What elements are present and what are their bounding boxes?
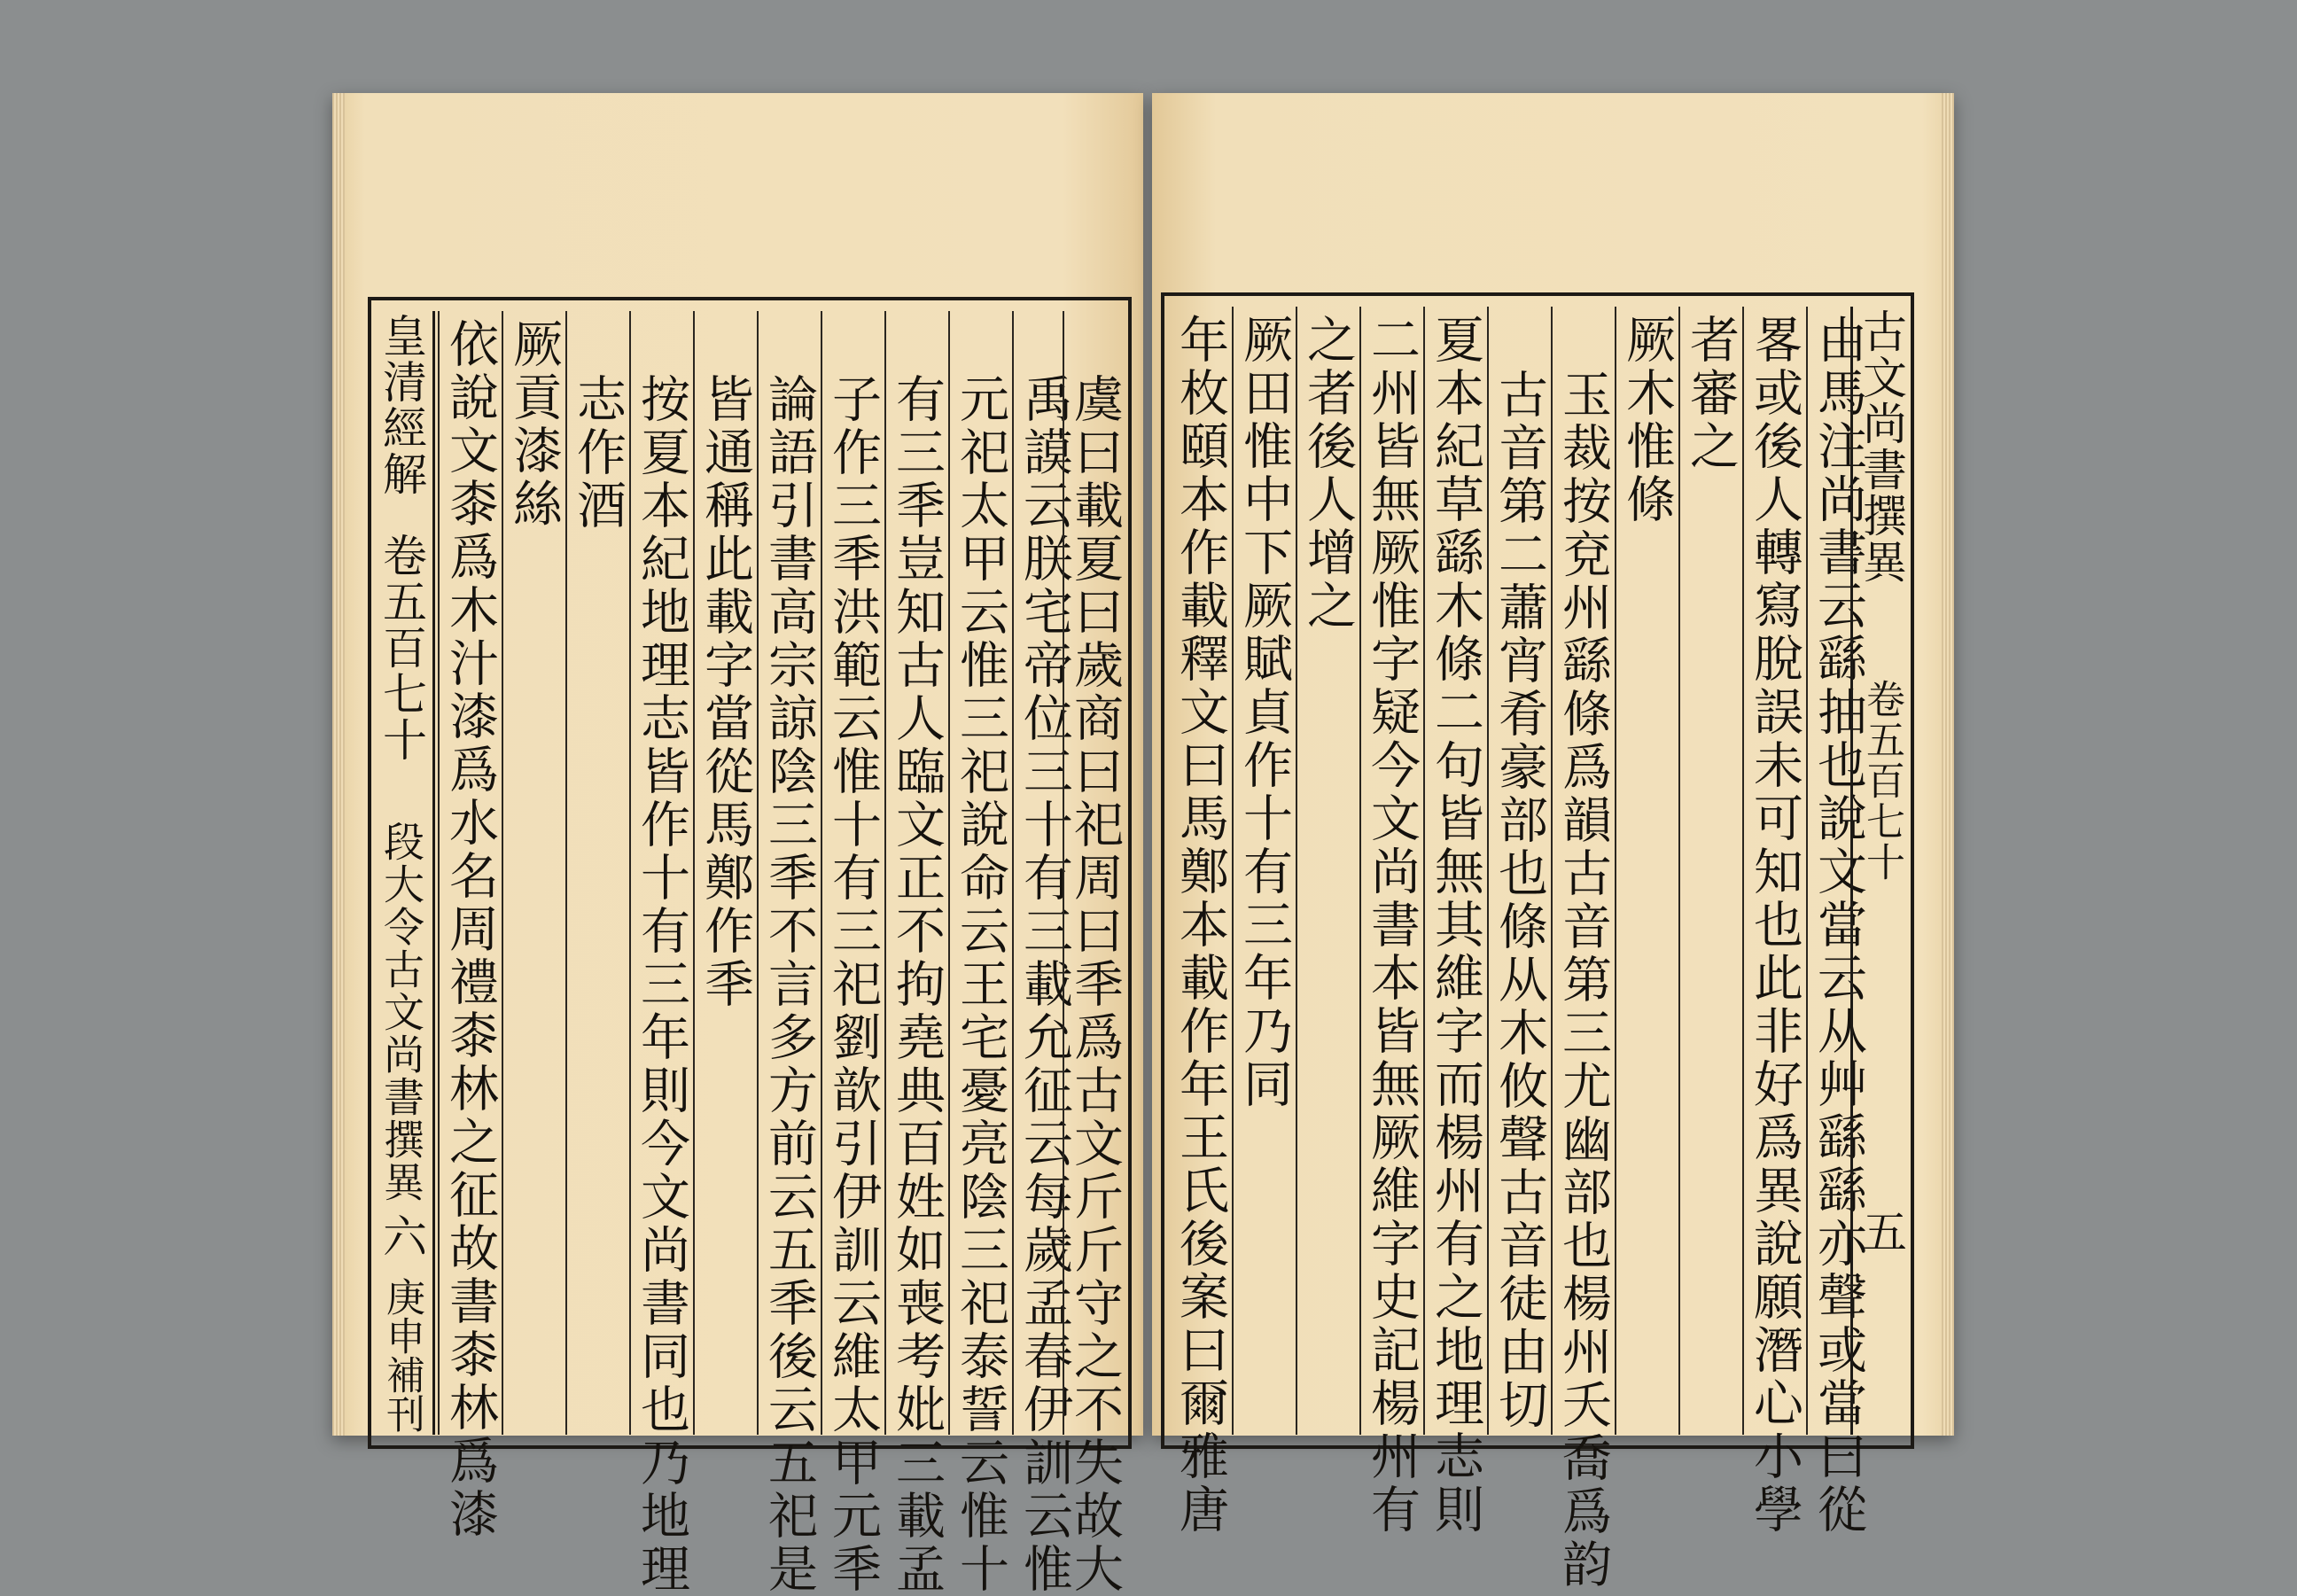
text-column	[1678, 307, 1742, 1435]
column-text: 厥貢漆絲	[505, 318, 563, 531]
column-text: 論語引書高宗諒陰三秊不言多方前云五秊後云五祀是	[760, 373, 818, 1596]
column-text: 禹謨云朕宅帝位三十有三載允征云每歲孟春伊訓云惟	[1016, 373, 1073, 1596]
column-text: 由馬注尚書云繇抽也說文當云从艸繇繇亦聲或當曰從	[1810, 314, 1867, 1537]
column-text: 夏本紀草繇木條二句皆無其維字而楊州有之地理志則	[1427, 314, 1484, 1537]
column-text: 畧或後人轉寫脫誤未可知也此非好爲異說願潛心小學	[1746, 314, 1803, 1537]
page-edge	[332, 93, 345, 1436]
right-spine	[1850, 307, 1912, 1435]
right-text-frame	[1161, 292, 1914, 1592]
text-column	[1742, 307, 1806, 1537]
column-text: 二州皆無厥惟字疑今文尚書本皆無厥維字史記楊州有	[1363, 314, 1421, 1537]
column-text: 依說文桼爲木汁漆爲水名周禮桼林之征故書桼林爲漆	[441, 318, 499, 1541]
text-column	[821, 311, 884, 1596]
text-column	[1423, 307, 1487, 1537]
column-text: 年枚頤本作載釋文曰馬鄭本載作年王氏後案曰爾雅唐	[1172, 314, 1229, 1537]
spine-title: 古文尚書撰異	[1856, 308, 1907, 585]
text-column	[1063, 311, 1126, 1596]
spine-page-number: 五	[1856, 1209, 1907, 1253]
text-column	[1615, 307, 1678, 1435]
spine-page-number: 六	[376, 1213, 427, 1257]
column-text: 有三秊豈知古人臨文正不拘堯典百姓如喪考妣三載孟	[888, 373, 946, 1596]
column-text: 按夏本紀地理志皆作十有三年則今文尚書同也乃地理	[633, 373, 690, 1596]
text-column	[438, 311, 502, 1541]
column-text: 志作酒	[569, 373, 627, 533]
open-book	[332, 93, 1954, 1596]
text-column	[1296, 307, 1359, 1435]
text-column	[757, 311, 821, 1596]
text-column	[1232, 307, 1296, 1435]
text-column	[948, 311, 1012, 1596]
spine-series: 庚申補刊	[379, 1277, 424, 1433]
text-column	[884, 311, 948, 1596]
text-column	[502, 311, 565, 1435]
left-spine	[373, 311, 435, 1435]
page-edge	[1942, 93, 1954, 1436]
spine-author: 段大令古文尚書撰異	[378, 821, 425, 1203]
text-column	[693, 311, 757, 1435]
column-text: 玉裁按兗州繇條爲韻古音第三尤幽部也楊州夭喬爲韵	[1554, 369, 1612, 1592]
column-text: 古音第二蕭宵肴豪部也條从木攸聲古音徒由切	[1491, 369, 1548, 1432]
column-text: 者審之	[1682, 314, 1740, 473]
text-column	[1487, 307, 1551, 1435]
column-text: 子作三秊洪範云惟十有三祀劉歆引伊訓云維太甲元秊	[824, 373, 882, 1596]
right-page	[1152, 93, 1954, 1592]
left-page	[332, 93, 1143, 1596]
text-column	[1551, 307, 1615, 1592]
column-text: 厥田惟中下厥賦貞作十有三年乃同	[1235, 314, 1293, 1111]
column-text: 虞曰載夏曰歲商曰祀周曰秊爲古文斤斤守之不失故大	[1066, 373, 1124, 1596]
spine-volume: 卷五百七十	[376, 533, 427, 763]
column-text: 厥木惟條	[1618, 314, 1676, 526]
column-text: 元祀太甲云惟三祀說命云王宅憂亮陰三祀泰誓云惟十	[952, 373, 1009, 1596]
left-text-frame	[368, 297, 1132, 1596]
text-column	[565, 311, 629, 1435]
spine-title: 皇清經解	[376, 313, 427, 497]
text-column	[629, 311, 693, 1596]
spine-volume: 卷五百七十	[1859, 679, 1904, 883]
column-text: 之者後人增之	[1299, 314, 1357, 633]
text-column	[1359, 307, 1423, 1537]
text-column	[1168, 307, 1232, 1537]
column-text: 皆通稱此載字當從馬鄭作秊	[697, 373, 754, 1011]
